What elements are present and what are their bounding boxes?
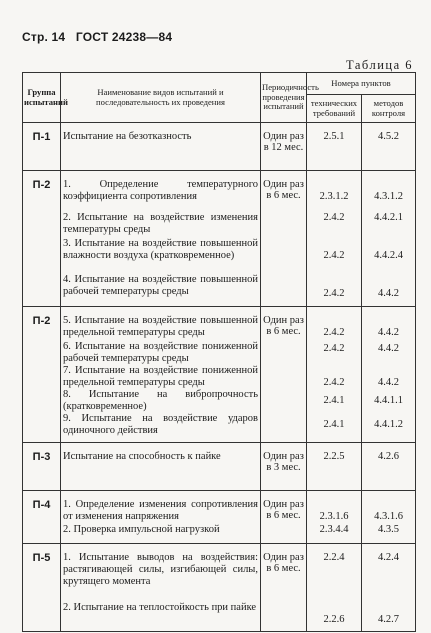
col-period-header: Периодичность проведения испытаний — [261, 73, 307, 123]
req-cell: 2.2.4 — [307, 544, 362, 602]
col-name-header: Наименование видов испытаний и последовательность их проведения — [61, 73, 261, 123]
test-name: 5. Испытание на воздействие повышенной предельной температуры среды — [61, 307, 261, 341]
test-name: 8. Испытание на вибропрочность (кратковременное) — [61, 389, 261, 413]
req-cell: 2.3.4.4 — [307, 524, 362, 544]
table-row — [23, 524, 416, 544]
table-row — [23, 602, 416, 632]
period-cell: Один раз в 6 мес. — [261, 171, 307, 307]
test-name: 1. Испытание выводов на воздействия: растягивающей силы, изгибающей силы, крутящего момента — [61, 544, 261, 602]
meth-cell: 4.3.1.2 — [362, 171, 416, 212]
req-cell: 2.5.1 — [307, 123, 362, 171]
table-row — [23, 274, 416, 307]
req-cell: 2.3.1.6 — [307, 491, 362, 524]
col-numbers-header: Номера пунктов — [307, 73, 416, 95]
col-requirements-header: технических требований — [307, 95, 362, 123]
standard-code: ГОСТ 24238—84 — [75, 30, 173, 44]
period-cell: Один раз в 3 мес. — [261, 443, 307, 491]
meth-cell: 4.4.2 — [362, 307, 416, 341]
table-row — [23, 341, 416, 365]
meth-cell: 4.4.2.1 — [362, 212, 416, 238]
col-group-header: Группа испытаний — [23, 73, 61, 123]
req-cell: 2.4.1 — [307, 413, 362, 443]
table-row — [23, 123, 416, 171]
table-row — [23, 389, 416, 413]
group-cell: П-3 — [23, 443, 61, 491]
meth-cell: 4.4.2 — [362, 365, 416, 389]
req-cell: 2.4.2 — [307, 307, 362, 341]
table-row — [23, 491, 416, 524]
meth-cell: 4.4.2 — [362, 274, 416, 307]
meth-cell: 4.4.2.4 — [362, 238, 416, 274]
meth-cell: 4.4.1.1 — [362, 389, 416, 413]
req-cell: 2.3.1.2 — [307, 171, 362, 212]
test-name: 6. Испытание на воздействие пониженной рабочей температуры среды — [61, 341, 261, 365]
meth-cell: 4.2.7 — [362, 602, 416, 632]
group-cell: П-2 — [23, 307, 61, 341]
meth-cell: 4.2.4 — [362, 544, 416, 602]
col-methods-header: методов контроля — [362, 95, 416, 123]
test-name: 4. Испытание на воздействие повышенной рабочей температуры среды — [61, 274, 261, 307]
meth-cell: 4.4.2 — [362, 341, 416, 365]
test-name: 1. Определение изменения сопротивления от изменения напряжения — [61, 491, 261, 524]
test-name: 9. Испытание на воздействие ударов одиночного действия — [61, 413, 261, 443]
req-cell: 2.4.2 — [307, 238, 362, 274]
period-cell: Один раз в 12 мес. — [261, 123, 307, 171]
req-cell: 2.2.6 — [307, 602, 362, 632]
meth-cell: 4.5.2 — [362, 123, 416, 171]
test-name: Испытание на безотказность — [61, 123, 261, 171]
table-row — [23, 171, 416, 212]
page-header — [22, 30, 172, 44]
meth-cell: 4.2.6 — [362, 443, 416, 491]
test-name: 1. Определение температурного коэффициента сопротивления — [61, 171, 261, 212]
req-cell: 2.4.2 — [307, 365, 362, 389]
meth-cell: 4.3.1.6 — [362, 491, 416, 524]
req-cell: 2.4.2 — [307, 341, 362, 365]
test-name: Испытание на способность к пайке — [61, 443, 261, 491]
test-name: 2. Проверка импульсной нагрузкой — [61, 524, 261, 544]
period-cell: Один раз в 6 мес. — [261, 307, 307, 443]
group-cell: П-4 — [23, 491, 61, 524]
test-name: 7. Испытание на воздействие пониженной предельной температуры среды — [61, 365, 261, 389]
req-cell: 2.4.2 — [307, 274, 362, 307]
table-row — [23, 413, 416, 443]
table-row — [23, 212, 416, 238]
tests-table — [22, 72, 416, 632]
test-name: 2. Испытание на теплостойкость при пайке — [61, 602, 261, 632]
test-name: 2. Испытание на воздействие изменения температуры среды — [61, 212, 261, 238]
test-name: 3. Испытание на воздействие повышенной влажности воздуха (кратковременное) — [61, 238, 261, 274]
table-caption: Таблица 6 — [346, 58, 413, 72]
meth-cell: 4.3.5 — [362, 524, 416, 544]
table-row — [23, 238, 416, 274]
period-cell: Один раз в 6 мес. — [261, 544, 307, 632]
period-cell: Один раз в 6 мес. — [261, 491, 307, 544]
group-cell: П-1 — [23, 123, 61, 171]
group-cell: П-2 — [23, 171, 61, 212]
req-cell: 2.2.5 — [307, 443, 362, 491]
req-cell: 2.4.1 — [307, 389, 362, 413]
meth-cell: 4.4.1.2 — [362, 413, 416, 443]
table-row — [23, 443, 416, 491]
table-row — [23, 365, 416, 389]
group-cell: П-5 — [23, 544, 61, 602]
table-row — [23, 544, 416, 602]
table-row — [23, 307, 416, 341]
page-number: Стр. 14 — [22, 30, 66, 44]
req-cell: 2.4.2 — [307, 212, 362, 238]
